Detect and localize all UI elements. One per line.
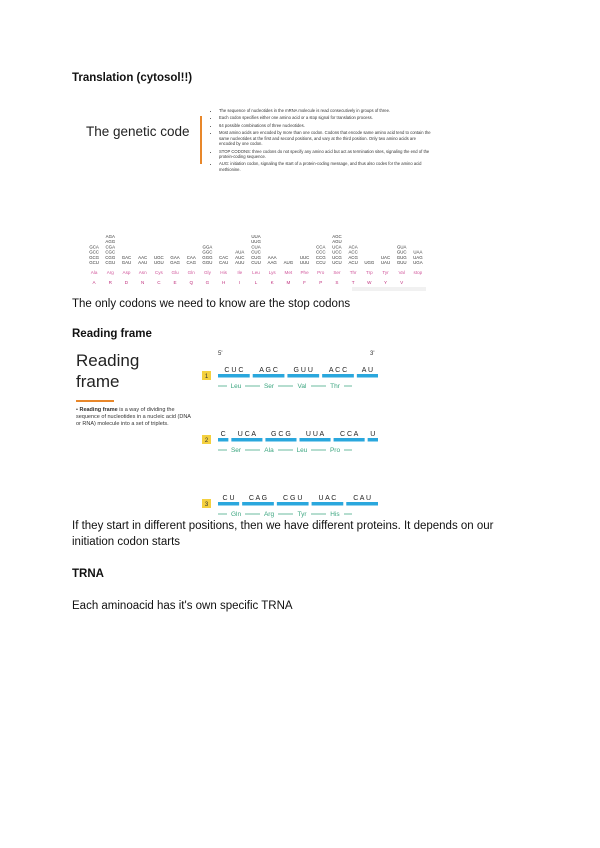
codon-label: UGA [413, 260, 423, 265]
codon-label: CUA [251, 244, 261, 250]
bullet-item: • STOP CODONS: three codons do not specify any amino acid but act as termination sites, signaling the end of the protein-coding sequence. [219, 149, 431, 160]
codon-label: CGC [105, 249, 116, 255]
codon-label: GGG [202, 254, 213, 260]
codon-label: UUA [251, 234, 261, 239]
codon-label: AGC [332, 234, 342, 239]
codon-label: AUU [235, 260, 245, 265]
amino-acid-3-letter: Lys [268, 270, 276, 275]
codon-bar [287, 374, 319, 378]
codon-bar [242, 502, 274, 506]
codon-label: CUG [251, 254, 261, 260]
reading-frame-diagram [202, 346, 382, 518]
amino-acid-1-letter: R [108, 280, 112, 285]
amino-acid-label: Leu [230, 383, 242, 390]
paragraph-different-positions: If they start in different positions, then we have different proteins. It depends on our initiation codon starts [72, 520, 494, 548]
codon-label: GGA [202, 244, 213, 250]
codon-label: UGU [153, 260, 164, 265]
amino-acid-label: Tyr [297, 511, 307, 518]
amino-acid-1-letter: E [173, 280, 177, 285]
frame-number: 2 [204, 438, 209, 444]
codon-text: C A U [353, 495, 372, 502]
codon-label: CGA [105, 244, 116, 250]
amino-acid-1-letter: Q [189, 280, 194, 285]
amino-acid-label: Gln [230, 511, 242, 518]
codon-label: UUC [299, 254, 310, 260]
amino-acid-3-letter: Trp [365, 270, 373, 275]
heading-translation: Translation (cytosol!!) [72, 72, 193, 84]
codon-bar [368, 438, 378, 442]
codon-label: GGC [202, 249, 213, 255]
codon-text: C G U [282, 495, 303, 502]
codon-label: UCG [332, 254, 342, 260]
codon-bar [346, 502, 378, 506]
frame-number: 1 [204, 374, 209, 380]
codon-bar [218, 438, 228, 442]
codon-bar [312, 502, 344, 506]
codon-label: CUU [251, 260, 261, 265]
codon-label: UGC [153, 254, 164, 260]
amino-acid-3-letter: Asn [138, 270, 147, 275]
codon-label: UUU [299, 260, 310, 265]
amino-acid-1-letter: I [239, 280, 241, 285]
amino-acid-3-letter: Ala [90, 270, 98, 275]
codon-label: UAC [380, 254, 391, 260]
codon-text: U A C [318, 495, 337, 502]
codon-label: CCG [315, 254, 326, 260]
bullet-item: • 64 possible combinations of three nucleotides. [219, 123, 431, 128]
amino-acid-1-letter: Y [383, 280, 388, 285]
amino-acid-label: Arg [263, 511, 275, 518]
reading-frame-figure [64, 344, 386, 518]
amino-acid-1-letter: D [124, 280, 129, 285]
amino-acid-1-letter: W [367, 280, 372, 285]
codon-text: A G C [259, 367, 278, 374]
amino-acid-3-letter: Pro [317, 270, 325, 275]
codon-label: GUA [396, 244, 407, 250]
heading-trna: TRNA [72, 568, 104, 580]
amino-acid-1-letter: H [221, 280, 226, 285]
codon-label: CCC [316, 249, 326, 255]
codon-label: AGA [105, 234, 115, 239]
amino-acid-3-letter: Arg [106, 270, 114, 275]
amino-acid-3-letter: Tyr [382, 270, 389, 275]
codon-label: AUC [235, 254, 245, 260]
codon-text: A U [361, 367, 374, 374]
codon-label: GAA [170, 254, 180, 260]
amino-acid-1-letter: K [270, 280, 274, 285]
codon-label: GAG [170, 260, 180, 265]
codon-label: CGG [105, 254, 116, 260]
codon-text: C [220, 431, 226, 438]
codon-text: C U [222, 495, 235, 502]
genetic-code-bullets [213, 108, 431, 174]
amino-acid-1-letter: A [92, 280, 96, 285]
codon-label: CAG [186, 260, 196, 265]
codon-label: GCG [89, 254, 100, 260]
codon-label: AUG [283, 260, 294, 265]
amino-acid-3-letter: Ile [237, 270, 243, 275]
codon-label: GAU [121, 260, 132, 265]
three-prime-end: 3' [370, 351, 375, 357]
codon-label: CCA [316, 244, 326, 250]
codon-label: GUU [396, 260, 407, 265]
genetic-code-title: The genetic code [86, 124, 190, 139]
codon-label: CCU [316, 260, 326, 265]
codon-label: AUA [235, 249, 245, 255]
codon-label: AGG [105, 239, 116, 245]
codon-label: CAA [186, 254, 196, 260]
bullet-item: • AUG: initiation codon, signaling the start of a protein-coding message, and thus also codes for the amino acid methionine. [219, 161, 431, 172]
amino-acid-1-letter: V [400, 280, 404, 285]
bullet-item: • The sequence of nucleotides in the mRNA molecule is read consecutively in groups of three. [219, 108, 431, 113]
codon-text: G U U [293, 367, 314, 374]
codon-text: C C A [339, 431, 359, 438]
amino-acid-3-letter: Gly [203, 270, 211, 275]
codon-label: ACC [348, 249, 358, 255]
amino-acid-3-letter: Val [398, 270, 405, 275]
codon-label: GCA [89, 244, 99, 250]
amino-acid-1-letter: P [319, 280, 323, 285]
amino-acid-1-letter: S [335, 280, 339, 285]
amino-acid-label: His [330, 511, 340, 518]
accent-divider [200, 116, 202, 164]
amino-acid-3-letter: Asp [122, 270, 131, 275]
codon-text: C A G [248, 495, 268, 502]
codon-bar [334, 438, 365, 442]
codon-label: AAG [267, 260, 277, 265]
codon-label: AGU [332, 239, 342, 245]
amino-acid-1-letter: T [351, 280, 355, 285]
amino-acid-3-letter: stop [413, 270, 423, 275]
codon-text: A C C [328, 367, 348, 374]
codon-bar [253, 374, 285, 378]
amino-acid-label: Ser [230, 447, 242, 454]
amino-acid-label: Pro [329, 447, 341, 454]
amino-acid-label: Ala [264, 447, 274, 454]
paragraph-trna: Each aminoacid has it's own specific TRNA [72, 600, 293, 612]
codon-label: UGG [364, 260, 375, 265]
definition-text: is a way of dividing the sequence of nucleotides in a nucleic acid (DNA or RNA) molecule into a set of triplets. [76, 407, 191, 427]
codon-table [86, 231, 426, 291]
codon-label: UCA [332, 244, 342, 250]
codon-label: CGU [105, 260, 116, 265]
codon-label: UUG [251, 239, 261, 245]
amino-acid-3-letter: Thr [349, 270, 357, 275]
paragraph-stop-codons: The only codons we need to know are the stop codons [72, 298, 351, 310]
definition-term: Reading frame [79, 407, 118, 413]
codon-label: GGU [202, 260, 213, 265]
frame-number: 3 [204, 502, 209, 508]
codon-bar [322, 374, 354, 378]
amino-acid-3-letter: Glu [171, 270, 179, 275]
codon-bar [231, 438, 262, 442]
amino-acid-label: Leu [296, 447, 308, 454]
codon-text: U C A [237, 431, 257, 438]
codon-bar [300, 438, 331, 442]
codon-bar [218, 502, 239, 506]
codon-label: UAU [380, 260, 391, 265]
codon-bar [277, 502, 309, 506]
codon-label: GUG [396, 254, 407, 260]
codon-label: GCC [89, 249, 99, 255]
codon-text: C U C [224, 367, 244, 374]
amino-acid-1-letter: N [141, 280, 145, 285]
codon-label: GUC [396, 249, 407, 255]
amino-acid-label: Ser [263, 383, 275, 390]
amino-acid-label: Thr [330, 383, 340, 390]
amino-acid-3-letter: Phe [300, 270, 309, 275]
codon-label: UCC [332, 249, 342, 255]
amino-acid-3-letter: Ser [333, 270, 341, 275]
amino-acid-1-letter: L [254, 280, 258, 285]
amino-acid-label: Val [297, 383, 307, 390]
codon-label: UAG [413, 254, 423, 260]
figure-edge [352, 287, 426, 291]
bullet-item: • Each codon specifies either one amino acid or a stop signal for translation process. [219, 115, 431, 120]
codon-label: ACA [348, 244, 358, 250]
codon-bar [357, 374, 378, 378]
codon-label: CUC [251, 249, 261, 255]
heading-reading-frame: Reading frame [72, 328, 152, 340]
codon-label: UCU [332, 260, 342, 265]
codon-label: CAU [218, 260, 229, 265]
codon-text: U [370, 431, 376, 438]
codon-label: GAC [121, 254, 132, 260]
five-prime-end: 5' [218, 351, 223, 357]
amino-acid-3-letter: Gln [187, 270, 195, 275]
codon-label: UAA [413, 249, 423, 255]
amino-acid-3-letter: His [220, 270, 227, 275]
amino-acid-3-letter: Met [284, 270, 293, 275]
codon-label: AAA [267, 254, 277, 260]
genetic-code-figure [72, 107, 431, 291]
amino-acid-3-letter: Cys [154, 270, 163, 275]
codon-text: G C G [271, 431, 291, 438]
amino-acid-1-letter: M [286, 280, 291, 285]
amino-acid-1-letter: C [157, 280, 161, 285]
codon-label: ACG [348, 254, 358, 260]
codon-label: GCU [89, 260, 99, 265]
codon-label: CAC [218, 254, 229, 260]
accent-divider [76, 400, 114, 402]
amino-acid-1-letter: G [205, 280, 210, 285]
reading-frame-title: Reading frame [76, 351, 140, 391]
codon-bar [218, 374, 250, 378]
amino-acid-3-letter: Leu [252, 270, 260, 275]
codon-text: U U A [305, 431, 325, 438]
amino-acid-1-letter: F [303, 280, 306, 285]
bullet-item: • Most amino acids are encoded by more than one codon. Codons that encode same amino acid tend to contain the same nucleotides at the first and second positions, and vary at the third position. Only two amino acids are encoded by one codon. [219, 130, 431, 146]
reading-frame-definition: • Reading frame is a way of dividing the sequence of nucleotides in a nucleic acid (DNA or RNA) molecule into a set of triplets. [76, 407, 191, 427]
codon-label: AAC [138, 254, 148, 260]
codon-label: ACU [348, 260, 358, 265]
codon-label: AAU [138, 260, 148, 265]
codon-bar [265, 438, 296, 442]
